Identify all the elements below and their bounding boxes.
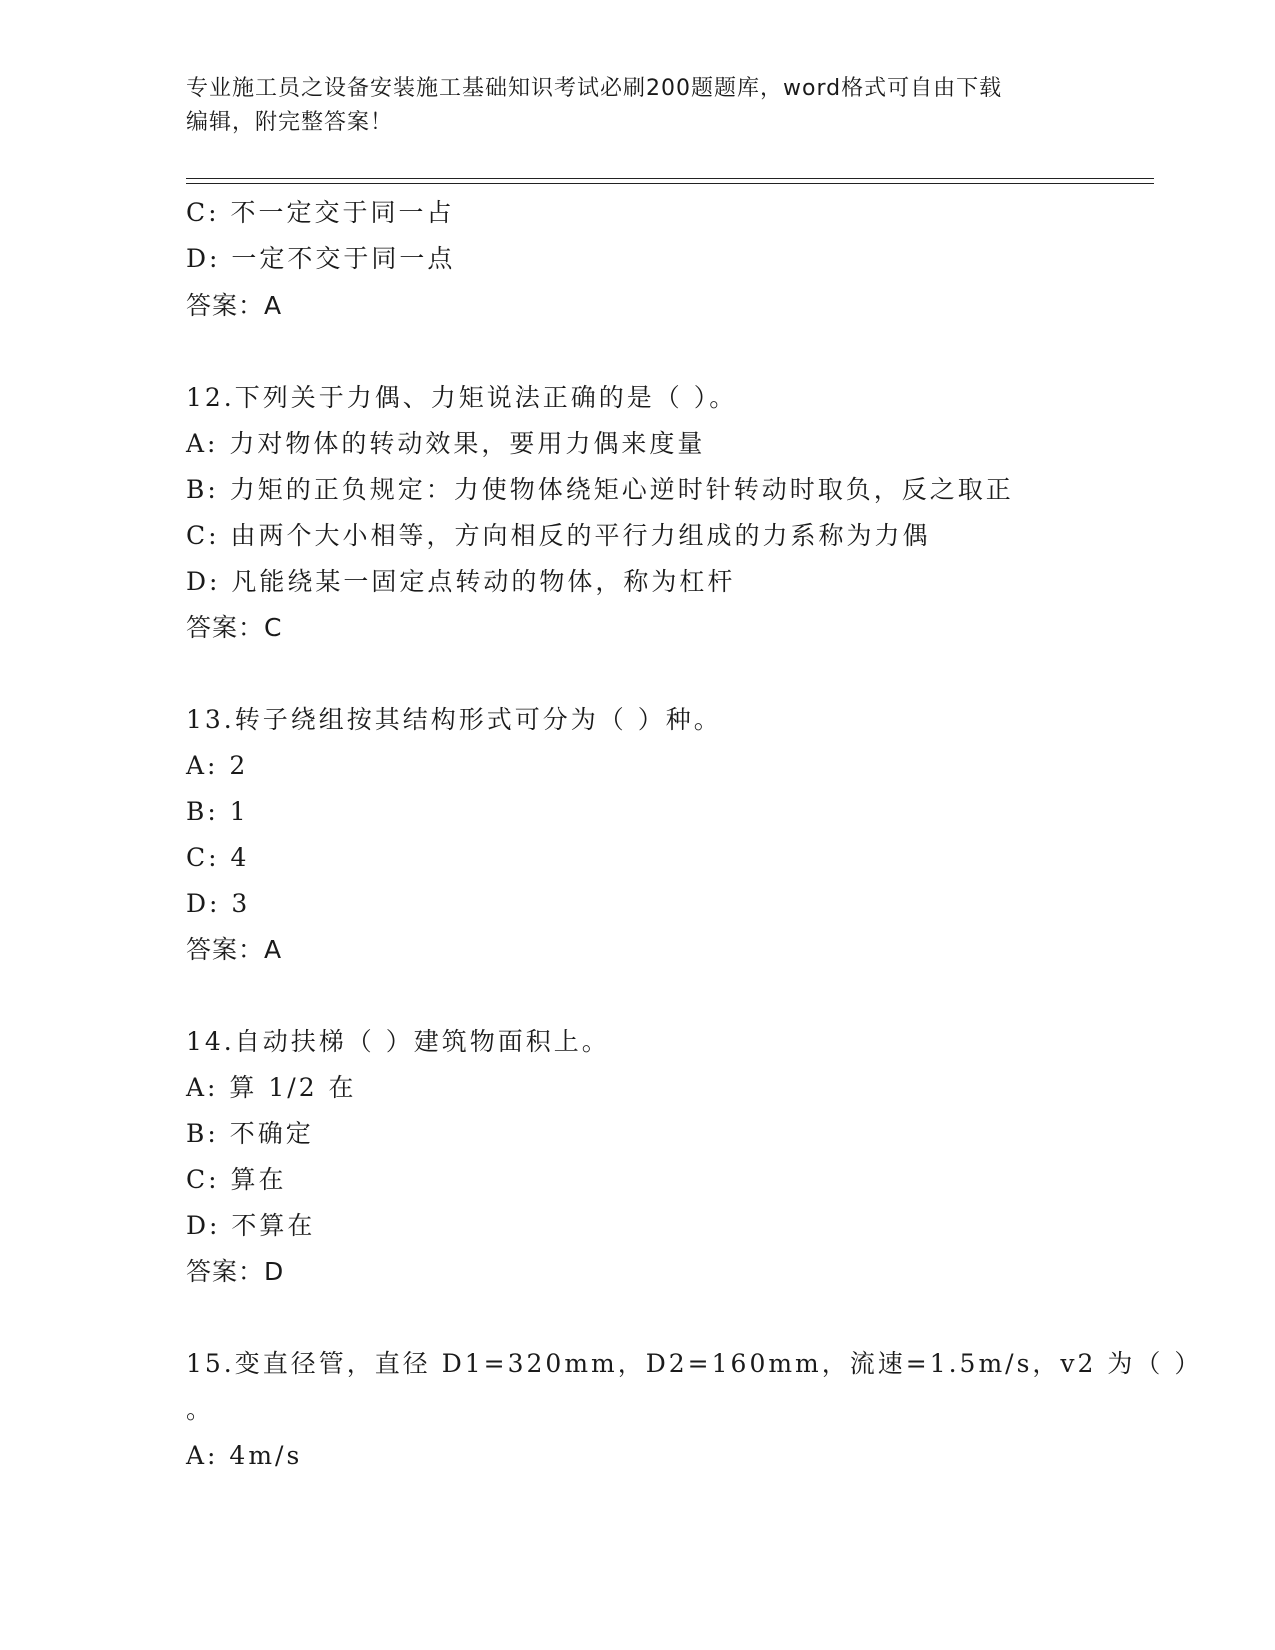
option-14c: C: 算在 [186, 1165, 287, 1194]
option-13c: C: 4 [186, 843, 250, 872]
option-12c: C: 由两个大小相等，方向相反的平行力组成的力系称为力偶 [186, 521, 931, 550]
option-14a: A: 算 1/2 在 [186, 1073, 357, 1102]
question-12: 12.下列关于力偶、力矩说法正确的是（ ）。 [186, 383, 738, 412]
document-header [186, 72, 1066, 140]
answer-12: 答案：C [186, 613, 283, 642]
header-title-line-1: 专业施工员之设备安装施工基础知识考试必刷200题题库，word格式可自由下载 [186, 76, 1003, 101]
option-13b: B: 1 [186, 797, 249, 826]
option-11d: D: 一定不交于同一点 [186, 244, 456, 273]
answer-14: 答案：D [186, 1257, 285, 1286]
answer-11: 答案：A [186, 291, 283, 320]
option-13a: A: 2 [186, 751, 249, 780]
option-14d: D: 不算在 [186, 1211, 316, 1240]
option-12d: D: 凡能绕某一固定点转动的物体，称为杠杆 [186, 567, 736, 596]
question-15-continuation: 。 [186, 1395, 215, 1424]
option-12b: B: 力矩的正负规定：力使物体绕矩心逆时针转动时取负，反之取正 [186, 475, 1014, 504]
option-14b: B: 不确定 [186, 1119, 314, 1148]
header-divider-top [186, 178, 1154, 179]
option-12a: A: 力对物体的转动效果，要用力偶来度量 [186, 429, 706, 458]
answer-13: 答案：A [186, 935, 283, 964]
question-13: 13.转子绕组按其结构形式可分为（ ）种。 [186, 705, 722, 734]
question-14: 14.自动扶梯（ ）建筑物面积上。 [186, 1027, 610, 1056]
header-divider-bottom [186, 183, 1154, 184]
option-15a: A: 4m/s [186, 1441, 303, 1470]
header-title-line-2: 编辑，附完整答案！ [186, 110, 394, 135]
option-13d: D: 3 [186, 889, 251, 918]
option-11c: C: 不一定交于同一占 [186, 198, 455, 227]
question-15: 15.变直径管，直径 D1=320mm，D2=160mm，流速=1.5m/s，v2 为（ ） [186, 1349, 1203, 1378]
